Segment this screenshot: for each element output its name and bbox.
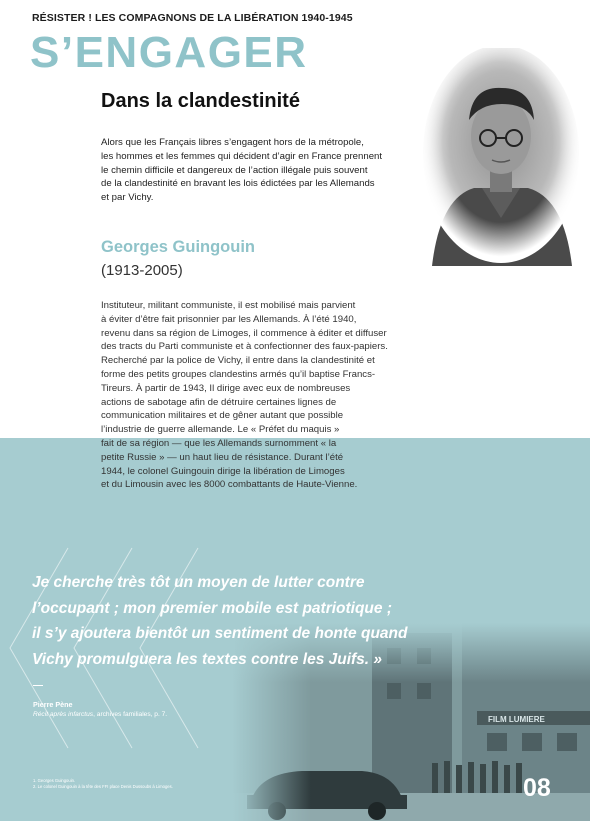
- quote-line: Je cherche très tôt un moyen de lutter contre: [32, 574, 365, 591]
- bio-line: petite Russie » — un haut lieu de résistance. Durant l’été: [101, 451, 344, 463]
- bio-line: revenu dans sa région de Limoges, il commence à éditer et diffuser: [101, 327, 387, 339]
- bio-line: Recherché par la police de Vichy, il entre dans la clandestinité et: [101, 355, 375, 367]
- person-name: Georges Guingouin: [101, 238, 256, 256]
- bio-line: l’industrie de guerre allemande. Le « Préfet du maquis »: [101, 424, 340, 436]
- bio-line: à éviter d’être fait prisonnier par les Allemands. À l’été 1940,: [101, 313, 357, 325]
- bio-line: des tracts du Parti communiste et à confectionner des faux-papiers.: [101, 341, 388, 353]
- bio-line: Instituteur, militant communiste, il est mobilisé mais parvient: [101, 300, 356, 311]
- quote-source-rest: , archives familiales, p. 7.: [93, 711, 168, 718]
- intro-line: et par Vichy.: [101, 192, 154, 204]
- bio-line: actions de sabotage afin de détruire certaines lignes de: [101, 396, 337, 408]
- bio-line: fait de sa région — que les Allemands surnomment « la: [101, 437, 337, 449]
- page-number: 08: [523, 774, 551, 802]
- quote-source-title: Récit après infarctus: [33, 711, 94, 718]
- quote-line: l’occupant ; mon premier mobile est patriotique ;: [32, 599, 392, 617]
- bio-line: forme des petits groupes clandestins armés qu’il baptise Francs-: [101, 368, 376, 380]
- intro-line: les hommes et les femmes qui décident d’agir en France prennent: [101, 150, 383, 162]
- quote-line: il s’y ajoutera bientôt un sentiment de honte quand: [32, 625, 408, 642]
- quote-text: [32, 570, 452, 672]
- intro-paragraph: [101, 136, 421, 205]
- page-subtitle: Dans la clandestinité: [101, 90, 300, 112]
- bio-paragraph: [101, 299, 431, 492]
- quote-source: [33, 711, 167, 718]
- quote-author: Pierre Pène: [33, 700, 73, 709]
- series-title: RÉSISTER ! LES COMPAGNONS DE LA LIBÉRATION 1940-1945: [32, 12, 353, 24]
- intro-line: le chemin difficile et dangereux de l’action illégale puis souvent: [101, 164, 368, 176]
- quote-dash: [33, 685, 43, 686]
- bio-line: et du Limousin avec les 8000 combattants de Haute-Vienne.: [101, 479, 358, 491]
- section-title: S’ENGAGER: [30, 28, 308, 77]
- intro-line: de la clandestinité en bravant les lois édictées par les Allemands: [101, 178, 375, 190]
- photo-captions: [33, 778, 173, 790]
- person-dates: (1913-2005): [101, 262, 183, 279]
- quote-line: Vichy promulguera les textes contre les Juifs. »: [32, 650, 383, 668]
- caption-line: 1. Georges Guingouin.: [33, 778, 76, 783]
- caption-line: 2. Le colonel Guingouin à la tête des FFI place Denis Dussoubs à Limoges.: [33, 784, 173, 789]
- bio-line: communication militaires et de gêner autant que possible: [101, 410, 344, 422]
- portrait-photo: [422, 48, 580, 266]
- bio-line: 1944, le colonel Guingouin dirige la libération de Limoges: [101, 465, 345, 477]
- bio-line: Tireurs. À partir de 1943, Il dirige avec eux de nombreuses: [101, 382, 351, 394]
- intro-line: Alors que les Français libres s’engagent hors de la métropole,: [101, 137, 364, 148]
